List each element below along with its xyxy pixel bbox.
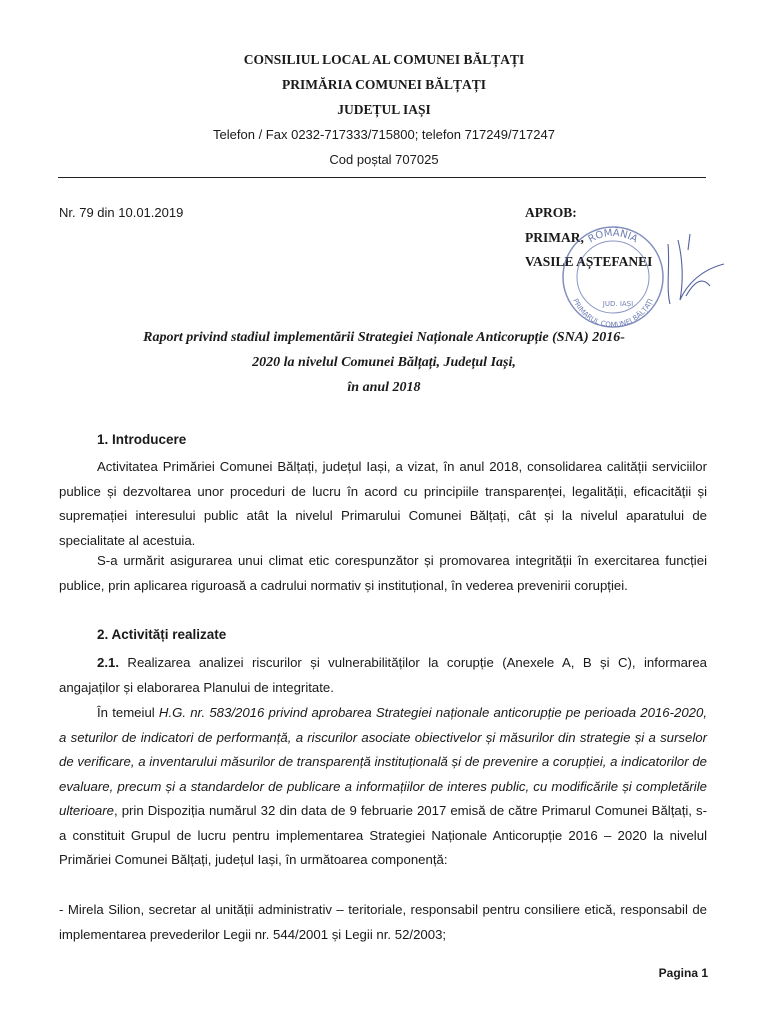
legal-basis-act: H.G. nr. 583/2016 privind aprobarea Strategiei naționale anticorupție pe perioada 2016-2020, a seturilor de indicatori de performanță, a riscurilor asociate obiectivelor și măsurilor din strategie și a surselor de verificare, a inventarului măsurilor de transparență instituțională și de prevenire a corupției, a indicatorilor de evaluare, precum și a standardelor de publicare a informațiilor de interes public, cu modificările și completările ulterioare [59,705,707,818]
svg-text:ROMÂNIA [587,226,640,245]
report-title-line-2: 2020 la nivelul Comunei Bălțați, Județul Iași, [252,355,516,370]
legal-basis-paragraph [59,701,707,873]
header-line-council: CONSILIUL LOCAL AL COMUNEI BĂLȚAȚI [243,52,525,67]
document-reference: Nr. 79 din 10.01.2019 [59,205,184,220]
stamp-top-text: ROMÂNIA [586,227,640,246]
stamp-bottom-text: PRIMARUL COMUNEI BĂLȚAȚI [571,297,655,330]
legal-basis-rest: , prin Dispoziția numărul 32 din data de 9 februarie 2017 emisă de către Primarul Comunei Bălțați, s-a constituit Grupul de lucru pentru implementarea Strategiei Naționale Anticorupție 2016 – 2020 la nivelul Primăriei Comunei Bălțați, județul Iași, în următoarea componență: [59,803,707,867]
activity-2-1-paragraph [59,651,707,700]
activity-2-1-text: Realizarea analizei riscurilor și vulnerabilităților la corupție (Anexele A, B și C), informarea angajaților și elaborarea Planului de integritate. [59,655,707,695]
section-heading-introduction: 1. Introducere [97,432,187,447]
section-heading-activities: 2. Activități realizate [97,627,227,642]
header-line-postal-code: Cod poștal 707025 [329,152,439,167]
intro-paragraph-1: Activitatea Primăriei Comunei Bălțați, județul Iași, a vizat, în anul 2018, consolidarea calității serviciilor publice și dezvoltarea unor proceduri de lucru în acord cu principiile transparenței, legalității, eficacității și supremației interesului public atât la nivelul Primarului Comunei Bălțați, cât și la nivelul aparatului de specialitate al acestuia. [59,459,707,548]
approval-name: VASILE AȘTEFANEI [525,254,653,269]
signature [640,226,730,316]
legal-basis-lead: În temeiul [97,705,155,720]
approval-label: APROB: [525,205,577,220]
approval-role: PRIMAR, [525,230,584,245]
member-item-silion: - Mirela Silion, secretar al unității administrativ – teritoriale, responsabil pentru consiliere etică, responsabil de implementarea prevederilor Legii nr. 544/2001 și Legii nr. 52/2003; [59,902,707,942]
report-title-line-3: în anul 2018 [347,380,421,395]
activity-2-1-number: 2.1. [97,655,119,670]
page-number: Pagina 1 [658,966,708,980]
intro-paragraph-2: S-a urmărit asigurarea unui climat etic corespunzător și promovarea integrității în exercitarea funcției publice, prin aplicarea riguroasă a cadrului normativ și instituțional, în vederea prevenirii corupției. [59,553,707,593]
header-line-phone: Telefon / Fax 0232-717333/715800; telefon 717249/717247 [213,127,555,142]
header-line-county: JUDEȚUL IAȘI [337,102,431,117]
header-divider [58,177,706,178]
header-line-city-hall: PRIMĂRIA COMUNEI BĂLȚAȚI [281,77,487,92]
report-title-line-1: Raport privind stadiul implementării Strategiei Naționale Anticorupție (SNA) 2016- [143,330,625,345]
stamp-county-text: JUD. IAȘI [602,300,634,308]
